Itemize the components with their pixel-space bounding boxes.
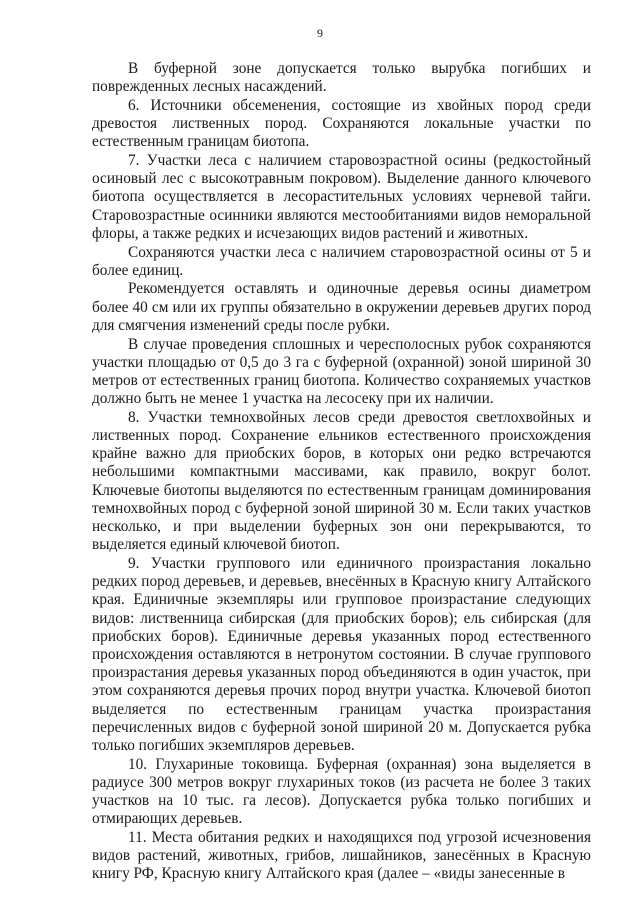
paragraph-aspen-recommendation: Рекомендуется оставлять и одиночные деревья осины диаметром более 40 см или их группы обязательно в окружении деревьев других пород для смягчения изменений среды после рубки. <box>92 280 591 334</box>
paragraph-item-8: 8. Участки темнохвойных лесов среди древостоя светлохвойных и лиственных пород. Сохранение ельников естественного происхождения крайне важно для приобских боров, в которых они редко встречаются небольшими компактными массивами, как правило, вокруг болот. Ключевые биотопы выделяются по естественным границам доминирования темнохвойных пород с буферной зоной шириной 30 м. Если таких участков несколько, и при выделении буферных зон они перекрываются, то выделяется единый ключевой биотоп. <box>92 408 591 554</box>
document-body <box>92 60 591 884</box>
paragraph-item-7: 7. Участки леса с наличием старовозрастной осины (редкостойный осиновый лес с высокотравным покровом). Выделение данного ключевого биотопа осуществляется в лесорастительных условиях черневой тайги. Старовозрастные осинники являются местообитаниями видов неморальной флоры, а также редких и исчезающих видов растений и животных. <box>92 152 591 242</box>
page-number: 9 <box>317 26 323 40</box>
paragraph-item-9: 9. Участки группового или единичного произрастания локально редких пород деревьев, и деревьев, внесённых в Красную книгу Алтайского края. Единичные экземпляры или групповое произрастание следующих видов: лиственница сибирская (для приобских боров); ель сибирская (для приобских боров). Единичные деревья указанных пород естественного происхождения оставляются в нетронутом состоянии. В случае группового произрастания деревья указанных пород объединяются в один участок, при этом сохраняются деревья прочих пород внутри участка. Ключевой биотоп выделяется по естественным границам участка произрастания перечисленных видов с буферной зоной шириной 20 м. Допускается рубка только погибших экземпляров деревьев. <box>92 554 591 755</box>
paragraph-item-6: 6. Источники обсеменения, состоящие из хвойных пород среди древостоя лиственных пород. Сохраняются локальные участки по естественным границам биотопа. <box>92 96 591 151</box>
paragraph-item-10: 10. Глухариные токовища. Буферная (охранная) зона выделяется в радиусе 300 метров вокруг глухариных токов (из расчета не более 3 таких участков на 10 тыс. га лесов). Допускается рубка только погибших и отмирающих деревьев. <box>92 755 591 828</box>
paragraph-item-11: 11. Места обитания редких и находящихся под угрозой исчезновения видов растений, животных, грибов, лишайников, занесённых в Красную книгу РФ, Красную книгу Алтайского края (далее – «виды занесенные в <box>92 829 591 883</box>
paragraph-buffer-zone: В буферной зоне допускается только вырубка погибших и поврежденных лесных насаждений. <box>92 60 591 96</box>
paragraph-aspen-preserved: Сохраняются участки леса с наличием старовозрастной осины от 5 и более единиц. <box>92 243 591 279</box>
paragraph-clear-cutting: В случае проведения сплошных и чересполосных рубок сохраняются участки площадью от 0,5 до 3 га с буферной (охранной) зоной шириной 30 метров от естественных границ биотопа. Количество сохраняемых участков должно быть не менее 1 участка на лесосеку при их наличии. <box>92 335 591 408</box>
